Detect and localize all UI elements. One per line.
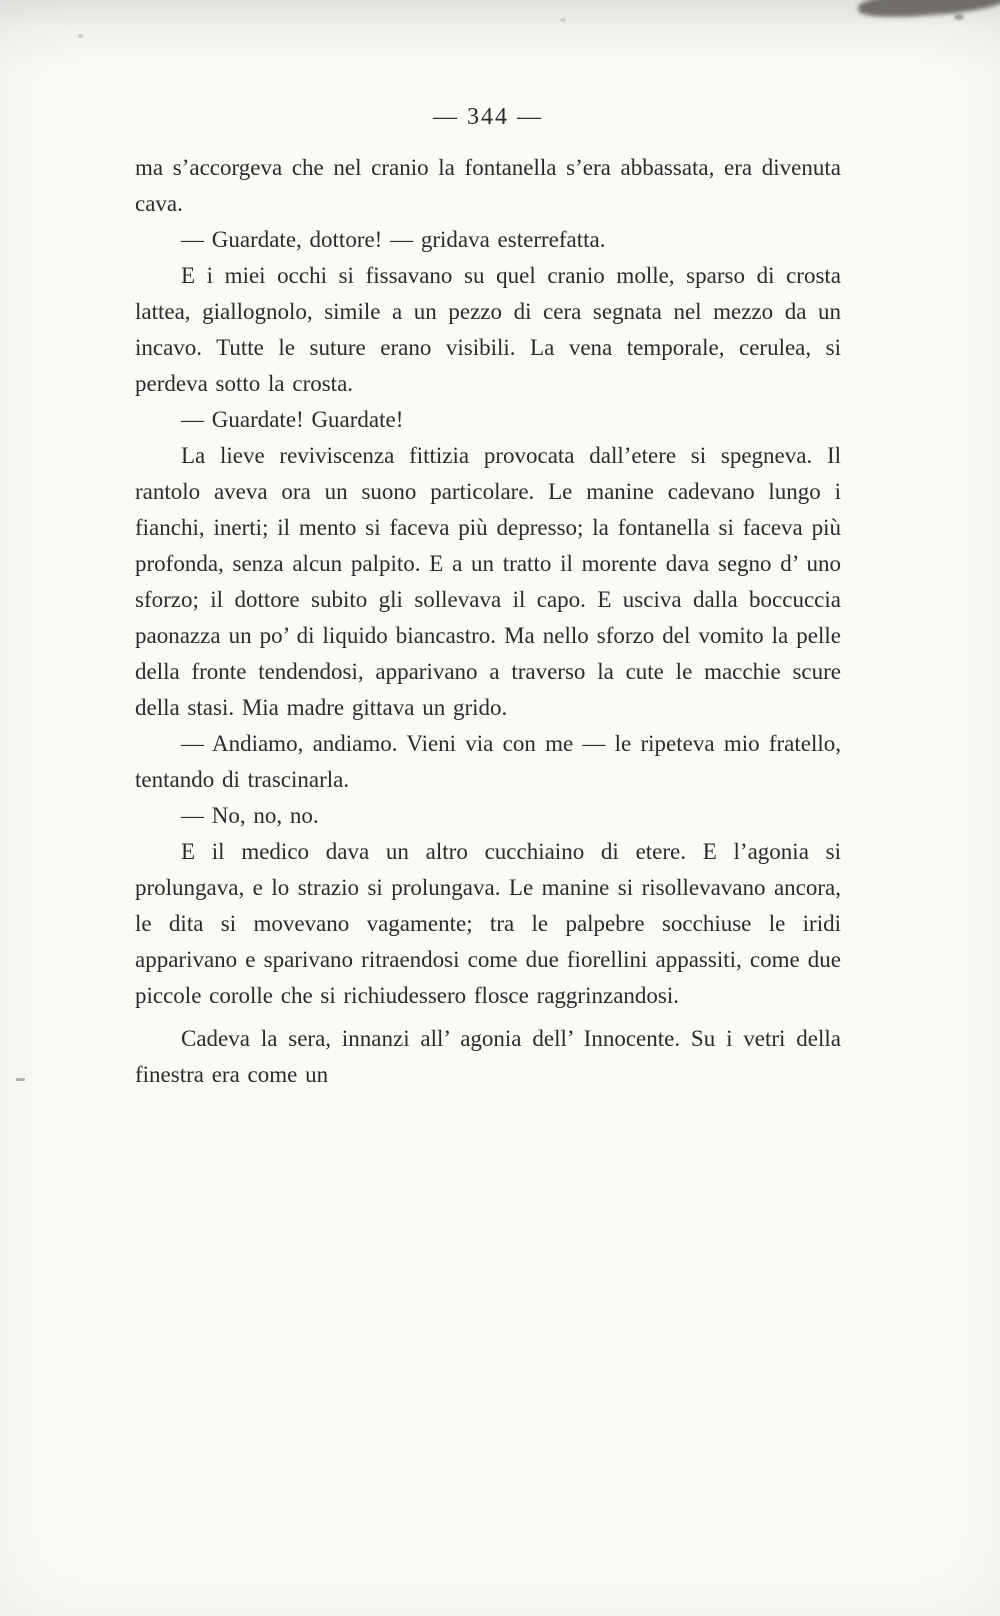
paragraph: E il medico dava un altro cucchiaino di etere. E l’agonia si prolungava, e lo strazio si prolungava. Le manine si risollevavano ancora, le dita si movevano vagamente; tra le palpebre socchiuse le iridi apparivano e sparivano ritraendosi come due fiorellini appassiti, come due piccole corolle che si richiudessero flosce raggrinzandosi. — [135, 839, 841, 1008]
paragraph: La lieve reviviscenza fittizia provocata dall’etere si spegneva. Il rantolo aveva ora un suono particolare. Le manine cadevano lungo i fianchi, inerti; il mento si faceva più depresso; la fontanella si faceva più profonda, senza alcun palpito. E a un tratto il morente dava segno d’ uno sforzo; il dottore subito gli sollevava il capo. E usciva dalla boccuccia paonazza un po’ di liquido biancastro. Ma nello sforzo del vomito la pelle della fronte tendendosi, apparivano a traverso la cute le macchie scure della stasi. Mia madre gittava un grido. — [135, 443, 841, 720]
paragraph-dialogue: — Guardate! Guardate! — [181, 407, 404, 432]
paragraph: Cadeva la sera, innanzi all’ agonia dell’ Innocente. Su i vetri della finestra era come un — [135, 1026, 841, 1087]
page-number: — 344 — — [433, 104, 543, 130]
paragraph: ma s’accorgeva che nel cranio la fontanella s’era abbassata, era divenuta cava. — [135, 155, 841, 216]
paragraph-dialogue: — Guardate, dottore! — gridava esterrefatta. — [181, 227, 606, 252]
scan-margin-mark — [16, 1078, 25, 1081]
page-text-block — [135, 150, 841, 1093]
paragraph-dialogue: — No, no, no. — [181, 803, 319, 828]
paragraph-dialogue: — Andiamo, andiamo. Vieni via con me — le ripeteva mio fratello, tentando di trascinarla. — [135, 731, 841, 792]
scan-speck — [78, 34, 83, 38]
scan-speck — [954, 14, 964, 20]
scan-smudge-top-right — [857, 0, 1000, 20]
paragraph: E i miei occhi si fissavano su quel cranio molle, sparso di crosta lattea, giallognolo, simile a un pezzo di cera segnata nel mezzo da un incavo. Tutte le suture erano visibili. La vena temporale, cerulea, si perdeva sotto la crosta. — [135, 263, 841, 396]
scan-speck — [560, 18, 566, 22]
